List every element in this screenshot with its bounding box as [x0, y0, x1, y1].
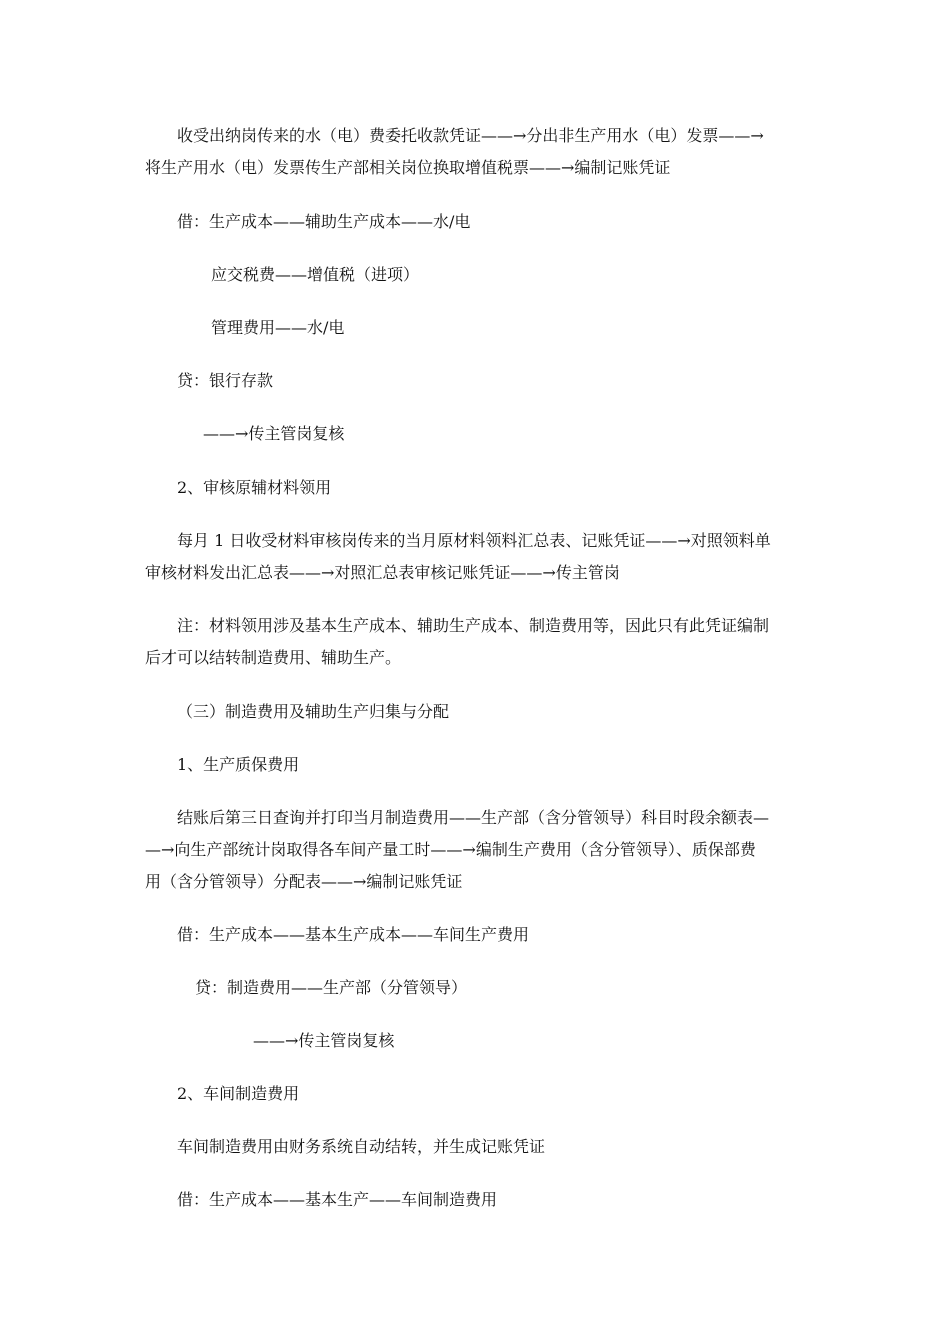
text-line: 贷：银行存款	[177, 371, 274, 390]
text-line: 1、生产质保费用	[177, 755, 300, 774]
paragraph-credit-entry	[145, 972, 805, 1004]
text-line: ——→传主管岗复核	[203, 424, 345, 443]
text-line: 后才可以结转制造费用、辅助生产。	[145, 648, 402, 667]
section-heading	[145, 472, 805, 504]
paragraph-utility-voucher-flow	[145, 120, 805, 184]
paragraph-debit-entry	[145, 206, 805, 238]
text-line: 贷：制造费用——生产部（分管领导）	[195, 978, 468, 997]
paragraph-tax-entry	[145, 259, 805, 291]
text-line: 车间制造费用由财务系统自动结转，并生成记账凭证	[177, 1137, 546, 1156]
section-heading	[145, 749, 805, 781]
paragraph-review-step	[145, 418, 805, 450]
paragraph-material-review-flow	[145, 525, 805, 589]
text-line: 2、车间制造费用	[177, 1084, 300, 1103]
section-heading	[145, 696, 805, 728]
text-line: 应交税费——增值税（进项）	[211, 265, 420, 284]
text-line: —→向生产部统计岗取得各车间产量工时——→编制生产费用（含分管领导）、质保部费	[145, 840, 756, 859]
paragraph-debit-entry	[145, 1184, 805, 1216]
text-line: 借：生产成本——辅助生产成本——水/电	[177, 212, 471, 231]
text-line: 将生产用水（电）发票传生产部相关岗位换取增值税票——→编制记账凭证	[145, 158, 671, 177]
paragraph-debit-entry	[145, 919, 805, 951]
text-line: 2、审核原辅材料领用	[177, 478, 332, 497]
text-line: 用（含分管领导）分配表——→编制记账凭证	[145, 872, 463, 891]
text-line: （三）制造费用及辅助生产归集与分配	[177, 702, 450, 721]
text-line: 结账后第三日查询并打印当月制造费用——生产部（含分管领导）科目时段余额表—	[177, 808, 770, 827]
text-line: 借：生产成本——基本生产成本——车间生产费用	[177, 925, 530, 944]
paragraph-note	[145, 610, 805, 674]
text-line: 借：生产成本——基本生产——车间制造费用	[177, 1190, 498, 1209]
text-line: 注：材料领用涉及基本生产成本、辅助生产成本、制造费用等，因此只有此凭证编制	[177, 616, 770, 635]
text-line: ——→传主管岗复核	[253, 1031, 395, 1050]
paragraph-workshop-cost	[145, 1131, 805, 1163]
text-line: 收受出纳岗传来的水（电）费委托收款凭证——→分出非生产用水（电）发票——→	[177, 126, 764, 145]
text-line: 审核材料发出汇总表——→对照汇总表审核记账凭证——→传主管岗	[145, 563, 620, 582]
section-heading	[145, 1078, 805, 1110]
text-line: 管理费用——水/电	[211, 318, 345, 337]
paragraph-credit-entry	[145, 365, 805, 397]
paragraph-quality-cost-flow	[145, 802, 805, 898]
paragraph-admin-expense-entry	[145, 312, 805, 344]
paragraph-review-step	[145, 1025, 805, 1057]
text-line: 每月 1 日收受材料审核岗传来的当月原材料领料汇总表、记账凭证——→对照领料单	[177, 531, 771, 550]
